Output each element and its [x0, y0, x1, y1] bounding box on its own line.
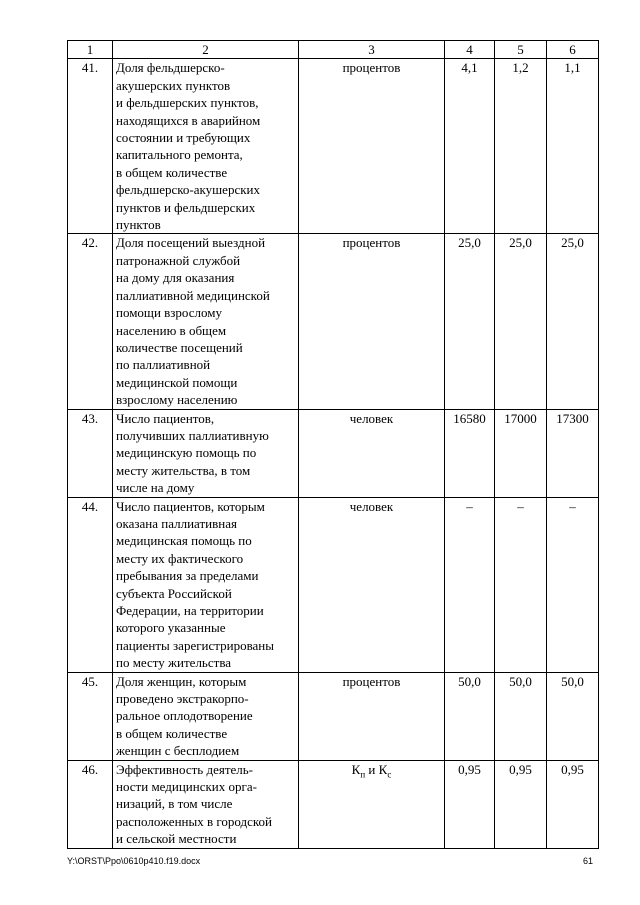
indicator-name-line: Федерации, на территории: [116, 603, 264, 618]
row-number: 42.: [68, 234, 113, 409]
indicator-name-line: медицинской помощи: [116, 374, 238, 390]
indicator-name-line: месту их фактического: [116, 550, 244, 566]
indicator-name-line: Эффективность деятель-: [116, 761, 254, 777]
value-col6: 1,1: [547, 59, 599, 234]
indicator-name-line: патронажной службой: [116, 252, 241, 268]
indicator-name-line: пациенты зарегистрированы: [116, 637, 274, 653]
header-cell: 3: [299, 41, 445, 59]
unit-cell: процентов: [299, 59, 445, 234]
table-row: [68, 760, 599, 848]
value-col6: –: [547, 497, 599, 672]
unit-cell: человек: [299, 409, 445, 497]
indicator-name: [113, 497, 299, 672]
indicator-name-line: Доля фельдшерско-: [116, 60, 225, 76]
indicator-name-line: которого указанные: [116, 620, 226, 636]
indicator-name-line: в общем количестве: [116, 164, 228, 180]
value-col4: 25,0: [445, 234, 495, 409]
indicator-name-line: оказана паллиативная: [116, 515, 237, 531]
row-number: 46.: [68, 760, 113, 848]
header-cell: 6: [547, 41, 599, 59]
indicator-name-line: по месту жительства: [116, 655, 232, 671]
indicator-name: [113, 234, 299, 409]
indicator-name-line: находящихся в аварийном: [116, 112, 261, 128]
table-row: [68, 59, 599, 234]
value-col6: 25,0: [547, 234, 599, 409]
indicator-name-line: на дому для оказания: [116, 270, 235, 286]
indicator-name-line: пунктов: [116, 217, 161, 233]
table-row: [68, 497, 599, 672]
unit-cell: процентов: [299, 672, 445, 760]
value-col6: 0,95: [547, 760, 599, 848]
indicator-name-line: и сельской местности: [116, 831, 237, 847]
indicator-name-line: капитального ремонта,: [116, 147, 243, 163]
value-col5: 25,0: [495, 234, 547, 409]
indicator-name-line: Доля женщин, которым: [116, 673, 247, 689]
table-row: [68, 672, 599, 760]
indicator-name-line: ности медицинских орга-: [116, 779, 257, 795]
value-col4: 50,0: [445, 672, 495, 760]
unit-k-letter: К: [351, 761, 361, 777]
indicator-name-line: медицинская помощь по: [116, 533, 252, 549]
indicator-name-line: акушерских пунктов: [116, 77, 231, 93]
indicator-name-line: Число пациентов, которым: [116, 498, 265, 514]
indicator-name-line: пунктов и фельдшерских: [116, 199, 256, 215]
value-col5: 50,0: [495, 672, 547, 760]
indicator-name-line: взрослому населению: [116, 392, 238, 408]
indicators-table: [67, 40, 599, 849]
page-number: 61: [583, 856, 594, 866]
unit-subscript-p: п: [360, 769, 366, 780]
indicator-name: [113, 59, 299, 234]
indicator-name-line: помощи взрослому: [116, 305, 222, 321]
table-row: [68, 234, 599, 409]
unit-cell: человек: [299, 497, 445, 672]
indicator-name-line: расположенных в городской: [116, 813, 272, 829]
indicator-name-line: населению в общем: [116, 322, 227, 338]
value-col4: –: [445, 497, 495, 672]
indicator-name-line: низаций, в том числе: [116, 796, 233, 812]
indicator-name-line: медицинскую помощь по: [116, 445, 257, 461]
indicator-name-line: Число пациентов,: [116, 410, 215, 426]
value-col5: 1,2: [495, 59, 547, 234]
unit-cell: [299, 760, 445, 848]
row-number: 45.: [68, 672, 113, 760]
indicator-name-line: количестве посещений: [116, 339, 243, 355]
table-row: [68, 409, 599, 497]
value-col4: 0,95: [445, 760, 495, 848]
value-col4: 4,1: [445, 59, 495, 234]
indicator-name-line: по паллиативной: [116, 357, 211, 373]
unit-subscript-s: с: [387, 769, 392, 780]
header-cell: 4: [445, 41, 495, 59]
indicator-name-line: фельдшерско-акушерских: [116, 182, 260, 198]
table-header-row: [68, 41, 599, 59]
indicator-name-line: паллиативной медицинской: [116, 287, 270, 303]
row-number: 41.: [68, 59, 113, 234]
value-col5: 17000: [495, 409, 547, 497]
unit-conjunction: и К: [365, 761, 388, 777]
indicator-name: [113, 409, 299, 497]
indicator-name-line: Доля посещений выездной: [116, 235, 266, 251]
indicator-name-line: месту жительства, в том: [116, 462, 251, 478]
value-col6: 50,0: [547, 672, 599, 760]
indicator-name-line: в общем количестве: [116, 725, 228, 741]
indicator-name-line: и фельдшерских пунктов,: [116, 95, 259, 111]
value-col5: 0,95: [495, 760, 547, 848]
indicator-name: [113, 672, 299, 760]
indicator-name: [113, 760, 299, 848]
indicator-name-line: получивших паллиативную: [116, 427, 269, 443]
indicator-name-line: ральное оплодотворение: [116, 708, 253, 724]
unit-cell: процентов: [299, 234, 445, 409]
indicator-name-line: субъекта Российской: [116, 585, 232, 601]
indicator-name-line: проведено экстракорпо-: [116, 691, 249, 707]
header-cell: 2: [113, 41, 299, 59]
footer-file-path: Y:\ORST\Ppo\0610p410.f19.docx: [67, 856, 201, 866]
value-col5: –: [495, 497, 547, 672]
indicator-name-line: числе на дому: [116, 480, 195, 496]
value-col6: 17300: [547, 409, 599, 497]
indicator-name-line: состоянии и требующих: [116, 130, 251, 146]
header-cell: 5: [495, 41, 547, 59]
value-col4: 16580: [445, 409, 495, 497]
row-number: 43.: [68, 409, 113, 497]
indicator-name-line: женщин с бесплодием: [116, 743, 240, 759]
header-cell: 1: [68, 41, 113, 59]
row-number: 44.: [68, 497, 113, 672]
indicator-name-line: пребывания за пределами: [116, 568, 259, 584]
